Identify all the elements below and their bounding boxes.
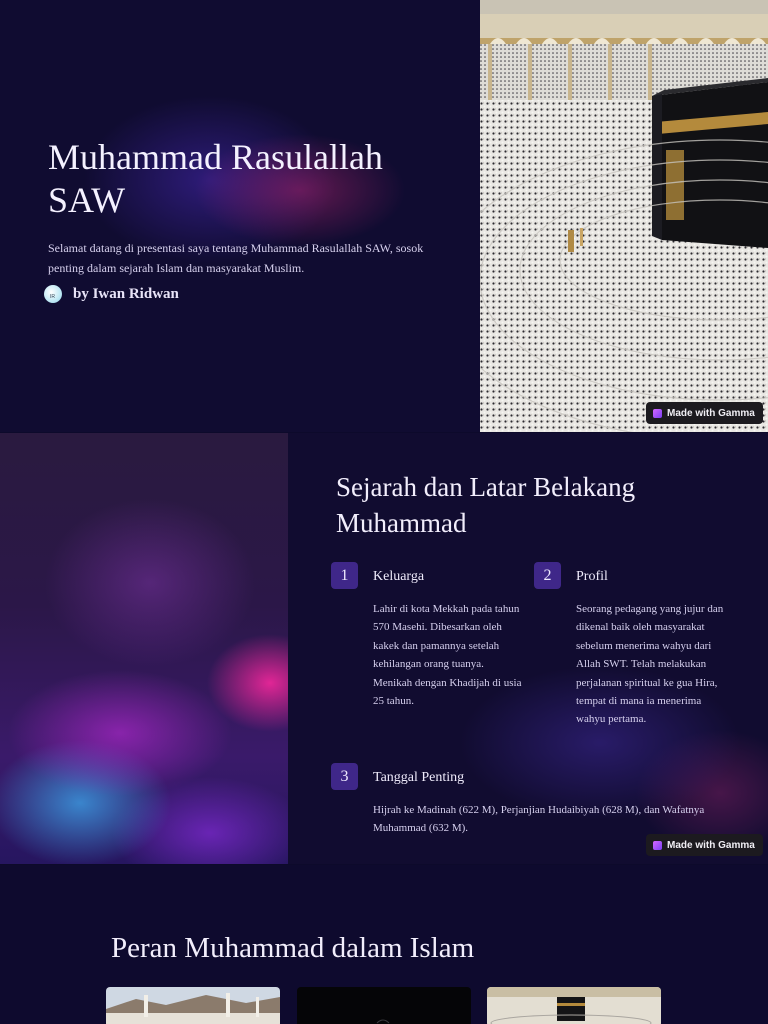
gamma-logo-icon	[653, 409, 662, 418]
presentation-description: Selamat datang di presentasi saya tentang Muhammad Rasulallah SAW, sosok penting dalam sejarah Islam dan masyarakat Muslim.	[48, 241, 424, 275]
kaaba-crowd-photo	[480, 0, 768, 432]
slide-title: Peran Muhammad dalam Islam	[111, 932, 475, 964]
presentation-title: Muhammad Rasulallah SAW	[48, 137, 383, 220]
item-body-tanggal: Hijrah ke Madinah (622 M), Perjanjian Hudaibiyah (628 M), dan Wafatnya Muhammad (632 M).	[373, 804, 705, 835]
badge-label: Made with Gamma	[667, 839, 755, 851]
item-heading-keluarga: Keluarga	[373, 569, 425, 584]
history-slide	[0, 433, 768, 864]
title-panel	[0, 0, 480, 432]
item-heading-profil: Profil	[576, 569, 608, 584]
kaaba-photo	[487, 987, 661, 1024]
author-row	[44, 285, 179, 303]
abstract-cloud-image	[0, 433, 288, 864]
gamma-logo-icon	[653, 841, 662, 850]
dark-photo	[297, 987, 471, 1024]
item-heading-tanggal: Tanggal Penting	[373, 770, 465, 785]
title-slide	[0, 0, 768, 432]
item-number-badge: 3	[331, 763, 358, 790]
author-name: by Iwan Ridwan	[73, 285, 179, 302]
made-with-gamma-badge[interactable]	[646, 402, 763, 424]
item-number-badge: 2	[534, 562, 561, 589]
avatar	[44, 285, 62, 303]
made-with-gamma-badge[interactable]	[646, 834, 763, 856]
role-slide	[0, 865, 768, 1024]
item-number-badge: 1	[331, 562, 358, 589]
item-body-profil: Seorang pedagang yang jujur dan dikenal baik oleh masyarakat sebelum menerima wahyu dari Allah SWT. Telah melakukan perjalanan spiritual ke gua Hira, tempat di mana ia menerima wahyu pertama.	[576, 603, 724, 726]
item-body-keluarga: Lahir di kota Mekkah pada tahun 570 Masehi. Dibesarkan oleh kakek dan pamannya setelah kehilangan orang tuanya. Menikah dengan Khadijah di usia 25 tahun.	[373, 603, 522, 708]
badge-label: Made with Gamma	[667, 407, 755, 419]
slide-title: Sejarah dan Latar Belakang Muhammad	[336, 472, 636, 538]
mosque-photo	[106, 987, 280, 1024]
